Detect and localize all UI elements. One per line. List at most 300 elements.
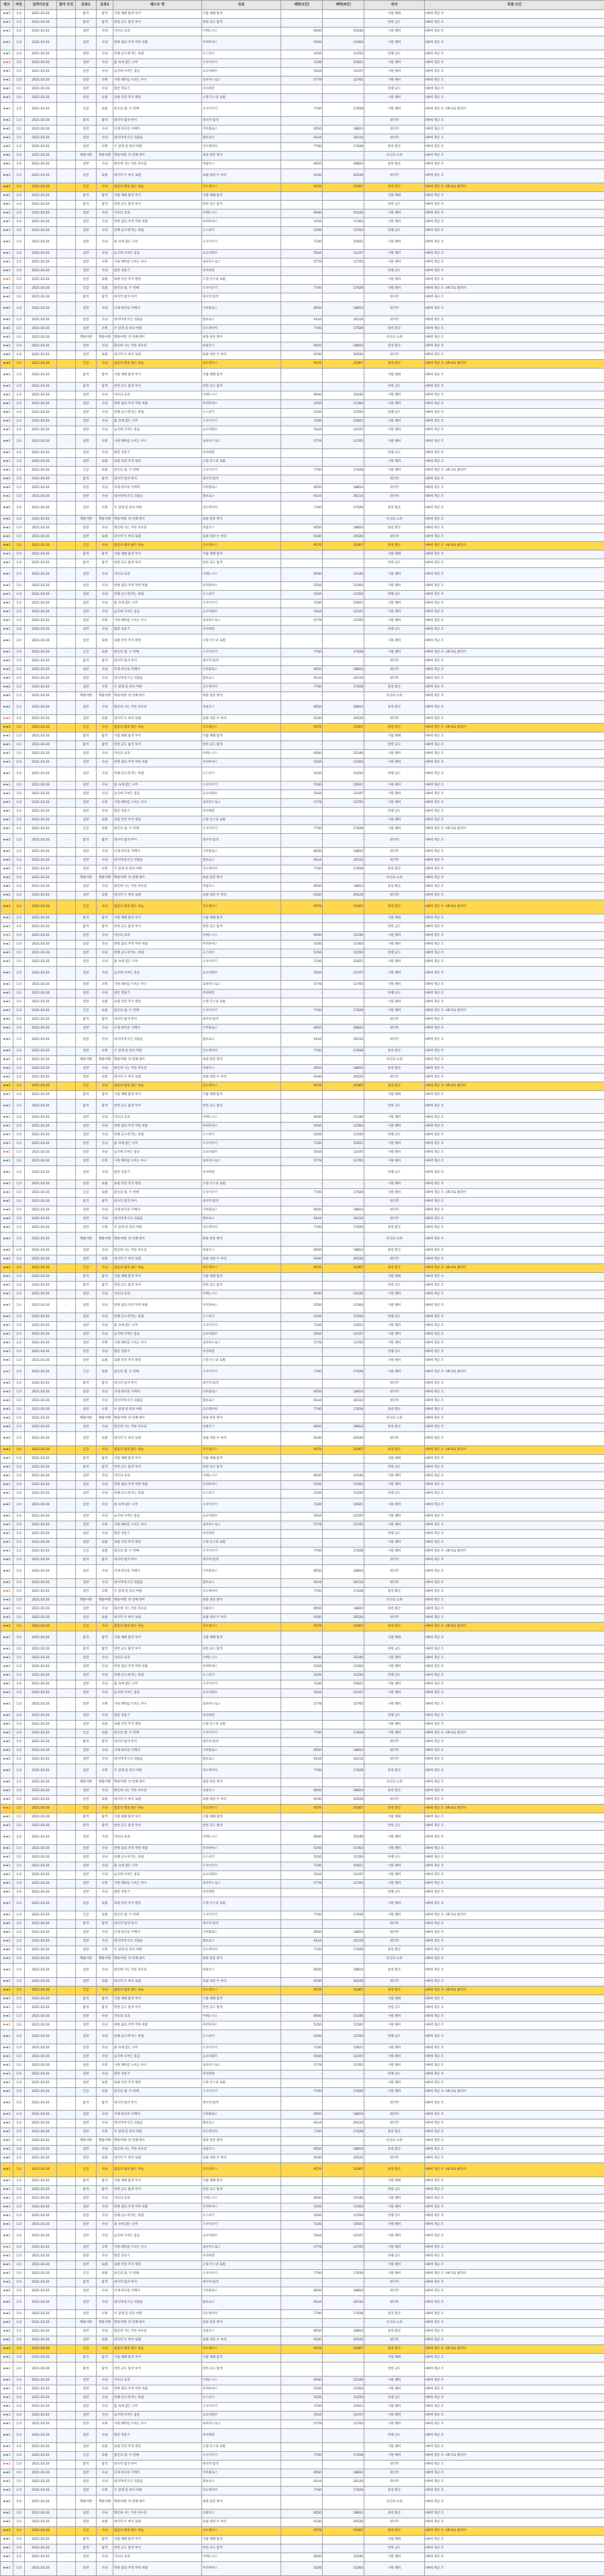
cell-join-condition[interactable]: - <box>57 1911 76 1920</box>
table-row[interactable] <box>1 825 604 834</box>
cell-hp-four[interactable]: 15246 <box>323 209 364 218</box>
cell-quest-name[interactable]: 흙 속에 잠든 나무 <box>113 418 202 426</box>
cell-category-2[interactable]: 토벌 <box>97 285 113 293</box>
cell-rank[interactable]: ★★1 <box>1 369 13 383</box>
cell-location[interactable]: 사원 폐허 <box>364 1189 425 1198</box>
cell-quest-name[interactable]: 불꽃의 왕과 붉은 하늘 <box>113 360 202 369</box>
cell-category-2[interactable]: 사냥 <box>97 2394 113 2403</box>
cell-category-1[interactable]: 탐색 <box>76 1198 97 1206</box>
cell-hp-four[interactable]: - <box>323 1631 364 1645</box>
cell-category-1[interactable]: 일반 <box>76 932 97 941</box>
cell-join-condition[interactable]: - <box>57 1831 76 1845</box>
cell-goal[interactable]: 도스바기 <box>202 949 281 958</box>
cell-version[interactable]: 1.0 <box>13 2021 25 2030</box>
table-row[interactable] <box>1 1721 604 1729</box>
cell-special-condition[interactable]: HR에 제공 조 <box>425 302 604 316</box>
cell-quest-name[interactable]: 서랍 폐쇄 탐색 투어 <box>113 2354 202 2363</box>
cell-version[interactable]: 1.0 <box>13 1157 25 1166</box>
cell-hp-solo[interactable]: - <box>281 1233 323 1247</box>
cell-goal[interactable]: 루퍼투마스 <box>202 1845 281 1854</box>
cell-category-1[interactable]: 일반 <box>76 1712 97 1721</box>
cell-version[interactable]: 1.0 <box>13 2296 25 2310</box>
cell-category-2[interactable]: 토벌 <box>97 1978 113 1987</box>
cell-special-condition[interactable]: HR에 제공 조 <box>425 1149 604 1157</box>
cell-hp-solo[interactable]: - <box>281 276 323 285</box>
cell-quest-name[interactable]: 두 갈래 길 위의 여왕 <box>113 325 202 334</box>
cell-rank[interactable]: ★★1 <box>1 1313 13 1322</box>
cell-special-condition[interactable]: HR에 제공 조 <box>425 533 604 542</box>
cell-category-2[interactable]: 사냥 <box>97 767 113 781</box>
cell-rank[interactable]: ★★1 <box>1 1180 13 1189</box>
cell-special-condition[interactable]: HR에 제공 조 <box>425 732 604 741</box>
cell-rank[interactable]: ★★1 <box>1 2053 13 2062</box>
cell-version[interactable]: 1.0 <box>13 634 25 649</box>
cell-quest-name[interactable]: 한번 군도 탐색 투어 <box>113 1464 202 1472</box>
cell-join-condition[interactable]: - <box>57 1964 76 1978</box>
cell-join-condition[interactable]: - <box>57 1074 76 1082</box>
cell-goal[interactable]: 디아블로스 <box>202 1565 281 1579</box>
cell-rank[interactable]: ★★1 <box>1 1322 13 1331</box>
cell-special-condition[interactable]: HR에 제공 조 <box>425 400 604 409</box>
cell-category-2[interactable]: 사냥 <box>97 568 113 582</box>
cell-hp-solo[interactable]: - <box>281 2363 323 2377</box>
cell-goal[interactable]: 소형 몬스터 토벌 <box>202 2261 281 2270</box>
cell-rank[interactable]: ★★2 <box>1 1397 13 1406</box>
table-row[interactable] <box>1 36 604 50</box>
cell-quest-name[interactable]: 흙 속에 잠든 나무 <box>113 1322 202 1331</box>
cell-join-condition[interactable]: - <box>57 36 76 50</box>
cell-version[interactable]: 1.0 <box>13 1530 25 1539</box>
cell-version[interactable]: 1.0 <box>13 2212 25 2221</box>
cell-category-1[interactable]: 일반 <box>76 1845 97 1854</box>
cell-goal[interactable]: 루퍼투마스 <box>202 2203 281 2212</box>
cell-hp-four[interactable]: 18810 <box>323 1964 364 1978</box>
cell-hp-four[interactable]: 12705 <box>323 1521 364 1530</box>
cell-special-condition[interactable]: HR에 제공 조 <box>425 160 604 169</box>
cell-quest-name[interactable]: 자유의 표과 <box>113 1114 202 1123</box>
cell-quest-name[interactable]: 서랍 폐쇄 탐색 투어 <box>113 914 202 923</box>
cell-join-condition[interactable]: - <box>57 949 76 958</box>
cell-goal[interactable]: 리오레우스 <box>202 2345 281 2354</box>
cell-join-condition[interactable]: - <box>57 117 76 126</box>
cell-join-condition[interactable]: - <box>57 1282 76 1290</box>
cell-goal[interactable]: 서랍 폐쇄 탐색 <box>202 10 281 19</box>
cell-hp-four[interactable]: - <box>323 2177 364 2186</box>
cell-join-condition[interactable]: - <box>57 502 76 516</box>
cell-category-2[interactable]: 사냥 <box>97 227 113 236</box>
cell-location[interactable]: 대사막 <box>364 657 425 666</box>
cell-rank[interactable]: ★★1 <box>1 400 13 409</box>
cell-special-condition[interactable]: HR에 제공 조 <box>425 2021 604 2030</box>
cell-join-condition[interactable]: - <box>57 2510 76 2518</box>
cell-version[interactable]: 1.0 <box>13 1065 25 1074</box>
cell-location[interactable]: 대사막 <box>364 1978 425 1987</box>
cell-hp-solo[interactable]: 5256 <box>281 1490 323 1498</box>
cell-location[interactable]: 홍련 화산 <box>364 360 425 369</box>
table-row[interactable] <box>1 2044 604 2053</box>
cell-rank[interactable]: ★★2 <box>1 1756 13 1764</box>
cell-goal[interactable]: 바살모스 <box>202 160 281 169</box>
cell-hp-solo[interactable]: 9330 <box>281 1255 323 1264</box>
cell-version[interactable]: 1.0 <box>13 1273 25 1282</box>
table-row[interactable] <box>1 68 604 77</box>
cell-version[interactable]: 1.0 <box>13 1024 25 1033</box>
cell-version[interactable]: 1.0 <box>13 790 25 799</box>
cell-join-condition[interactable]: - <box>57 409 76 418</box>
cell-goal[interactable]: 오사이즈키 <box>202 1007 281 1016</box>
table-row[interactable] <box>1 848 604 857</box>
cell-hp-four[interactable]: 15246 <box>323 1472 364 1481</box>
cell-location[interactable]: 홍련 화산 <box>364 1787 425 1796</box>
cell-hp-four[interactable]: 17028 <box>323 1946 364 1955</box>
cell-hp-four[interactable]: 15246 <box>323 2377 364 2385</box>
cell-hp-solo[interactable]: 5256 <box>281 767 323 781</box>
table-row[interactable] <box>1 2296 604 2310</box>
cell-hp-four[interactable]: - <box>323 626 364 634</box>
cell-goal[interactable]: 요츠미와두 <box>202 68 281 77</box>
cell-update-date[interactable]: 2021.03.26 <box>25 1889 57 1897</box>
cell-update-date[interactable]: 2021.03.26 <box>25 2163 57 2177</box>
cell-version[interactable]: 1.0 <box>13 1432 25 1446</box>
cell-goal[interactable]: 대사막 탐색 <box>202 2279 281 2287</box>
cell-join-condition[interactable]: - <box>57 516 76 524</box>
cell-version[interactable]: 1.0 <box>13 2363 25 2377</box>
cell-category-1[interactable]: 탐색 <box>76 1920 97 1929</box>
cell-update-date[interactable]: 2021.03.26 <box>25 941 57 949</box>
cell-rank[interactable]: ★★1 <box>1 1339 13 1348</box>
table-row[interactable] <box>1 1331 604 1339</box>
cell-special-condition[interactable]: HR에 제공 조 <box>425 701 604 715</box>
table-row[interactable] <box>1 1796 604 1805</box>
cell-special-condition[interactable]: HR에 제공 조 <box>425 1255 604 1264</box>
table-row[interactable] <box>1 2403 604 2412</box>
cell-category-2[interactable]: 백룡야행 <box>97 516 113 524</box>
cell-version[interactable]: 1.0 <box>13 559 25 568</box>
cell-quest-name[interactable]: 백룡야행: 첫 번째 방어 <box>113 2137 202 2146</box>
cell-hp-solo[interactable]: 8550 <box>281 1247 323 1255</box>
cell-hp-solo[interactable]: 8550 <box>281 2469 323 2478</box>
cell-hp-solo[interactable]: - <box>281 2279 323 2287</box>
cell-update-date[interactable]: 2021.03.26 <box>25 2279 57 2287</box>
cell-category-1[interactable]: 탐색 <box>76 117 97 126</box>
cell-update-date[interactable]: 2021.03.26 <box>25 493 57 502</box>
cell-category-1[interactable]: 일반 <box>76 816 97 825</box>
cell-join-condition[interactable]: - <box>57 126 76 134</box>
cell-goal[interactable]: 리오레이아 <box>202 325 281 334</box>
cell-hp-solo[interactable]: 5256 <box>281 2203 323 2212</box>
cell-category-1[interactable]: 탐색 <box>76 2097 97 2111</box>
cell-hp-solo[interactable]: 9330 <box>281 1796 323 1805</box>
table-row[interactable] <box>1 2287 604 2296</box>
cell-update-date[interactable]: 2021.03.26 <box>25 516 57 524</box>
cell-special-condition[interactable]: HR에 제공 조 <box>425 941 604 949</box>
cell-join-condition[interactable]: - <box>57 218 76 227</box>
cell-goal[interactable]: 로아루드로스 <box>202 2062 281 2070</box>
cell-category-2[interactable]: 사냥 <box>97 2296 113 2310</box>
cell-quest-name[interactable]: 자유의 표과 <box>113 2195 202 2203</box>
cell-rank[interactable]: ★★2 <box>1 834 13 848</box>
cell-category-2[interactable]: 백룡야행 <box>97 152 113 160</box>
cell-category-2[interactable]: 토벌 <box>97 825 113 834</box>
cell-hp-four[interactable]: 18810 <box>323 2287 364 2296</box>
cell-category-1[interactable]: 탐색 <box>76 192 97 201</box>
cell-special-condition[interactable]: HR에 제공 조 <box>425 1565 604 1579</box>
cell-category-2[interactable]: 사냥 <box>97 391 113 400</box>
cell-join-condition[interactable]: - <box>57 2452 76 2461</box>
cell-special-condition[interactable]: HR에 제공 조. HR 5로 클리어 <box>425 2088 604 2097</box>
cell-goal[interactable]: 요츠미와두 <box>202 790 281 799</box>
cell-category-1[interactable]: 백룡야행 <box>76 1778 97 1787</box>
cell-goal[interactable]: 오사이즈키 <box>202 2452 281 2461</box>
cell-rank[interactable]: ★★1 <box>1 608 13 617</box>
cell-hp-four[interactable]: 17028 <box>323 2452 364 2461</box>
cell-location[interactable]: 사원 폐허 <box>364 967 425 981</box>
cell-goal[interactable]: 소형 몬스터 토벌 <box>202 1721 281 1729</box>
cell-rank[interactable]: ★★1 <box>1 2270 13 2279</box>
cell-update-date[interactable]: 2021.03.26 <box>25 502 57 516</box>
cell-category-2[interactable]: 사냥 <box>97 1787 113 1796</box>
cell-update-date[interactable]: 2021.03.26 <box>25 1233 57 1247</box>
cell-special-condition[interactable]: HR에 제공 조 <box>425 2154 604 2163</box>
cell-goal[interactable]: 비샤테만 <box>202 1530 281 1539</box>
cell-update-date[interactable]: 2021.03.26 <box>25 400 57 409</box>
cell-category-1[interactable]: 일반 <box>76 267 97 276</box>
cell-quest-name[interactable]: 흙 속에 잠든 나무 <box>113 2221 202 2230</box>
cell-hp-four[interactable]: - <box>323 334 364 342</box>
cell-join-condition[interactable]: - <box>57 617 76 626</box>
cell-category-2[interactable]: 탐색 <box>97 475 113 484</box>
cell-update-date[interactable]: 2021.03.26 <box>25 236 57 250</box>
cell-special-condition[interactable]: HR에 제공 조 <box>425 1880 604 1889</box>
cell-location[interactable]: 사원 폐허 <box>364 617 425 626</box>
cell-hp-four[interactable]: - <box>323 10 364 19</box>
cell-quest-name[interactable]: 사원 폐허를 누비는 투구 <box>113 2062 202 2070</box>
cell-goal[interactable]: 로아루드로스 <box>202 258 281 267</box>
cell-join-condition[interactable]: - <box>57 1645 76 1654</box>
cell-rank[interactable]: ★★2 <box>1 351 13 360</box>
cell-update-date[interactable]: 2021.03.26 <box>25 475 57 484</box>
cell-special-condition[interactable]: HR에 제공 조 <box>425 1871 604 1880</box>
cell-category-1[interactable]: 일반 <box>76 1180 97 1189</box>
cell-location[interactable]: 대사막 <box>364 302 425 316</box>
table-row[interactable] <box>1 227 604 236</box>
cell-join-condition[interactable]: - <box>57 1854 76 1862</box>
cell-special-condition[interactable]: HR에 제공 조 <box>425 1631 604 1645</box>
cell-hp-four[interactable]: 21067 <box>323 1082 364 1091</box>
cell-join-condition[interactable]: - <box>57 1539 76 1547</box>
cell-join-condition[interactable]: - <box>57 1273 76 1282</box>
cell-join-condition[interactable]: - <box>57 2296 76 2310</box>
cell-hp-solo[interactable]: 7236 <box>281 2403 323 2412</box>
cell-join-condition[interactable]: - <box>57 351 76 360</box>
cell-join-condition[interactable]: - <box>57 2137 76 2146</box>
cell-version[interactable]: 1.0 <box>13 1498 25 1513</box>
cell-version[interactable]: 1.0 <box>13 1490 25 1498</box>
table-row[interactable] <box>1 516 604 524</box>
cell-hp-four[interactable]: 20116 <box>323 1938 364 1946</box>
cell-hp-four[interactable]: 12705 <box>323 981 364 990</box>
cell-location[interactable]: 사원 폐허 <box>364 634 425 649</box>
cell-join-condition[interactable]: - <box>57 2128 76 2137</box>
cell-hp-solo[interactable]: - <box>281 192 323 201</box>
cell-join-condition[interactable]: - <box>57 559 76 568</box>
cell-quest-name[interactable]: 벌꿀 영웅기 <box>113 85 202 94</box>
cell-quest-name[interactable]: 한랭 군도에 먹는 바람 <box>113 591 202 600</box>
cell-goal[interactable]: 바살모스 <box>202 2146 281 2154</box>
cell-location[interactable]: 사원 폐허 <box>364 400 425 409</box>
cell-quest-name[interactable]: 벌꿀 영웅기 <box>113 267 202 276</box>
cell-goal[interactable]: 서랍 폐쇄 탐색 <box>202 2354 281 2363</box>
cell-special-condition[interactable]: HR에 제공 조 <box>425 2354 604 2363</box>
header-quest-name[interactable]: 퀘스트 명 <box>113 1 202 10</box>
cell-location[interactable]: 사원 폐허 <box>364 2270 425 2279</box>
cell-join-condition[interactable]: - <box>57 183 76 192</box>
cell-location[interactable]: 서랍 폐쇄 <box>364 2177 425 2186</box>
cell-category-2[interactable]: 포획 <box>97 1698 113 1712</box>
cell-join-condition[interactable]: - <box>57 1100 76 1114</box>
cell-hp-solo[interactable]: 5778 <box>281 2062 323 2070</box>
cell-hp-four[interactable]: 12705 <box>323 1339 364 1348</box>
cell-update-date[interactable]: 2021.03.26 <box>25 2510 57 2518</box>
cell-rank[interactable]: ★★1 <box>1 2030 13 2044</box>
cell-category-1[interactable]: 일반 <box>76 325 97 334</box>
cell-join-condition[interactable]: - <box>57 1796 76 1805</box>
cell-hp-solo[interactable]: - <box>281 559 323 568</box>
cell-quest-name[interactable]: 한방 꿈의 주력 무한 바람 <box>113 759 202 767</box>
cell-category-1[interactable]: 일반 <box>76 1721 97 1729</box>
cell-rank[interactable]: ★★2 <box>1 484 13 493</box>
cell-category-1[interactable]: 일반 <box>76 1322 97 1331</box>
table-row[interactable] <box>1 608 604 617</box>
cell-update-date[interactable]: 2021.03.26 <box>25 2336 57 2345</box>
cell-rank[interactable]: ★★1 <box>1 799 13 808</box>
cell-category-2[interactable]: 사냥 <box>97 1530 113 1539</box>
cell-hp-solo[interactable]: 8550 <box>281 883 323 892</box>
cell-hp-solo[interactable]: 7740 <box>281 865 323 874</box>
cell-goal[interactable]: 요츠미와두 <box>202 967 281 981</box>
cell-quest-name[interactable]: 사원 폐허를 누비는 투구 <box>113 77 202 85</box>
cell-category-1[interactable]: 일반 <box>76 1689 97 1698</box>
cell-version[interactable]: 1.0 <box>13 1729 25 1738</box>
cell-category-1[interactable]: 일반 <box>76 449 97 458</box>
cell-location[interactable]: 홍련 화산 <box>364 542 425 551</box>
cell-version[interactable]: 1.0 <box>13 1074 25 1082</box>
cell-category-1[interactable]: 일반 <box>76 493 97 502</box>
cell-quest-name[interactable]: 대사막 탐색 투어 <box>113 1016 202 1024</box>
cell-category-2[interactable]: 사냥 <box>97 2230 113 2244</box>
cell-update-date[interactable]: 2021.03.26 <box>25 360 57 369</box>
cell-goal[interactable]: 서랍 폐쇄 탐색 <box>202 732 281 741</box>
cell-version[interactable]: 1.0 <box>13 1016 25 1024</box>
cell-category-1[interactable]: 탐색 <box>76 657 97 666</box>
cell-rank[interactable]: ★★2 <box>1 657 13 666</box>
cell-hp-solo[interactable]: - <box>281 449 323 458</box>
cell-location[interactable]: 홍련 화산 <box>364 2310 425 2319</box>
cell-update-date[interactable]: 2021.03.26 <box>25 1264 57 1273</box>
cell-hp-solo[interactable]: 5778 <box>281 2420 323 2429</box>
table-row[interactable] <box>1 1397 604 1406</box>
cell-hp-solo[interactable]: 9576 <box>281 2527 323 2536</box>
cell-location[interactable]: 홍련 화산 <box>364 2128 425 2137</box>
cell-hp-solo[interactable]: 5544 <box>281 2412 323 2420</box>
table-row[interactable] <box>1 449 604 458</box>
cell-rank[interactable]: ★★1 <box>1 236 13 250</box>
cell-special-condition[interactable]: HR에 제공 조 <box>425 59 604 68</box>
cell-join-condition[interactable]: - <box>57 1663 76 1672</box>
cell-quest-name[interactable]: 흙 속에 잠든 나무 <box>113 1140 202 1149</box>
cell-version[interactable]: 1.0 <box>13 990 25 998</box>
cell-location[interactable]: 사원 폐허 <box>364 426 425 435</box>
cell-category-1[interactable]: 일반 <box>76 634 97 649</box>
cell-category-1[interactable]: 일반 <box>76 1654 97 1663</box>
cell-special-condition[interactable]: HR에 제공 조 <box>425 192 604 201</box>
cell-category-1[interactable]: 일반 <box>76 1481 97 1490</box>
cell-join-condition[interactable]: - <box>57 2527 76 2536</box>
cell-hp-solo[interactable]: 5256 <box>281 409 323 418</box>
cell-update-date[interactable]: 2021.03.26 <box>25 2319 57 2328</box>
cell-category-1[interactable]: 일반 <box>76 981 97 990</box>
table-row[interactable] <box>1 2363 604 2377</box>
cell-category-2[interactable]: 백룡야행 <box>97 1778 113 1787</box>
cell-location[interactable]: 비극의 요새 <box>364 1415 425 1423</box>
cell-location[interactable]: 사원 폐허 <box>364 1180 425 1189</box>
cell-category-1[interactable]: 일반 <box>76 1131 97 1140</box>
table-row[interactable] <box>1 2203 604 2212</box>
cell-category-2[interactable]: 백룡야행 <box>97 334 113 342</box>
cell-category-1[interactable]: 백룡야행 <box>76 1596 97 1605</box>
table-row[interactable] <box>1 1282 604 1290</box>
cell-category-2[interactable]: 사냥 <box>97 250 113 258</box>
cell-rank[interactable]: ★★2 <box>1 152 13 160</box>
cell-version[interactable]: 1.0 <box>13 808 25 816</box>
cell-version[interactable]: 1.0 <box>13 369 25 383</box>
cell-quest-name[interactable]: 대사막 탐색 투어 <box>113 293 202 302</box>
cell-category-2[interactable]: 포획 <box>97 2062 113 2070</box>
table-row[interactable] <box>1 981 604 990</box>
cell-version[interactable]: 1.0 <box>13 932 25 941</box>
cell-join-condition[interactable]: - <box>57 2310 76 2319</box>
cell-rank[interactable]: ★★1 <box>1 1880 13 1889</box>
cell-goal[interactable]: 디아블로스 <box>202 2287 281 2296</box>
cell-quest-name[interactable]: 대사막 두 마리 토벌 <box>113 1614 202 1623</box>
cell-rank[interactable]: ★★1 <box>1 649 13 657</box>
cell-update-date[interactable]: 2021.03.26 <box>25 1614 57 1623</box>
cell-location[interactable]: 사원 폐허 <box>364 608 425 617</box>
cell-hp-solo[interactable]: 5778 <box>281 2244 323 2252</box>
table-row[interactable] <box>1 767 604 781</box>
cell-version[interactable]: 1.0 <box>13 626 25 634</box>
cell-category-2[interactable]: 포획 <box>97 1157 113 1166</box>
cell-rank[interactable]: ★★1 <box>1 750 13 759</box>
cell-version[interactable]: 1.0 <box>13 1579 25 1588</box>
cell-category-2[interactable]: 탐색 <box>97 1016 113 1024</box>
cell-join-condition[interactable]: - <box>57 85 76 94</box>
cell-special-condition[interactable]: HR에 제공 조 <box>425 1016 604 1024</box>
cell-hp-four[interactable]: 11564 <box>323 759 364 767</box>
cell-hp-solo[interactable]: 5778 <box>281 1157 323 1166</box>
cell-hp-solo[interactable]: 9330 <box>281 892 323 900</box>
cell-location[interactable]: 홍련 화산 <box>364 502 425 516</box>
cell-category-2[interactable]: 토벌 <box>97 103 113 117</box>
cell-quest-name[interactable]: 한랭 군도에 먹는 바람 <box>113 949 202 958</box>
cell-goal[interactable]: 한번 군도 탐색 <box>202 2544 281 2553</box>
table-row[interactable] <box>1 617 604 626</box>
cell-special-condition[interactable]: HR에 제공 조. HR 5로 클리어 <box>425 285 604 293</box>
cell-quest-name[interactable]: 불꽃의 왕과 붉은 하늘 <box>113 2163 202 2177</box>
cell-join-condition[interactable]: - <box>57 1140 76 1149</box>
cell-version[interactable]: 1.0 <box>13 250 25 258</box>
cell-version[interactable]: 1.0 <box>13 2030 25 2044</box>
